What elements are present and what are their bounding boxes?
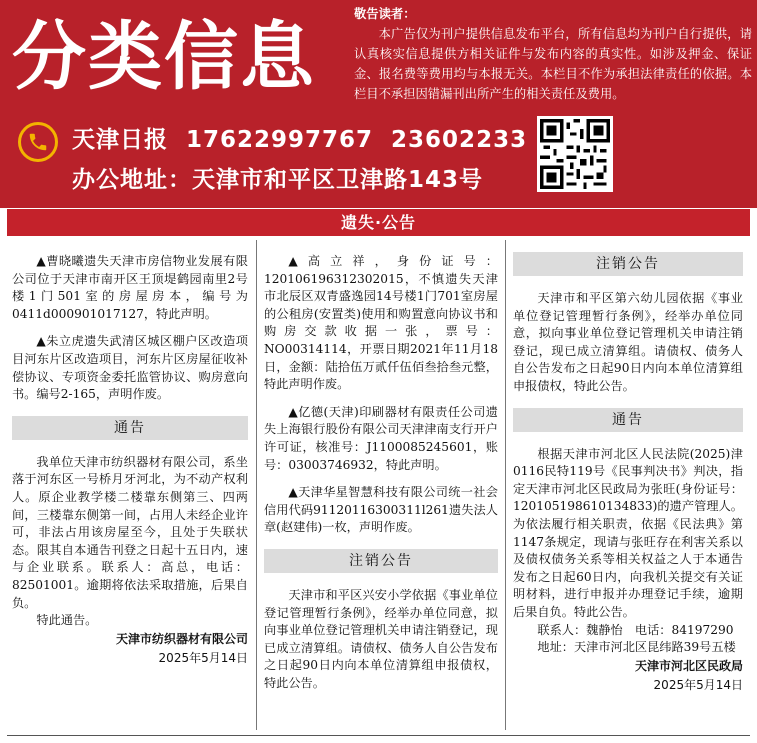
notice-header: 通告 bbox=[12, 416, 248, 440]
phone-number-2: 23602233 bbox=[391, 127, 528, 153]
phone-icon bbox=[18, 122, 58, 162]
column-1 bbox=[12, 240, 248, 668]
column-divider bbox=[256, 240, 257, 730]
phone-number-1: 17622997767 bbox=[186, 127, 374, 153]
signature: 天津市河北区民政局 bbox=[634, 658, 743, 673]
notice-heading: 敬告读者： bbox=[354, 7, 416, 21]
notice-text: 根据天津市河北区人民法院(2025)津0116民特119号《民事判决书》判决，指定天津市河北区民政局为张旺(身份证号：120105198610134833)的遗产管理人。为依法履行相关职责，依据《民法典》第1147条规定，现请与张旺存在利害关系以及债权债务关系等相关权益之人于本通告发布之日起60日内，向我机关提交有关证明材料，进行申报并办理登记手续，逾期后果自负。特此公告。 bbox=[513, 446, 743, 619]
bottom-rule bbox=[7, 735, 750, 736]
notice-body: 本广告仅为刊户提供信息发布平台，所有信息均为刊户自行提供，请认真核实信息提供方相关证件与发布内容的真实性。如涉及押金、保证金、报名费等费用均与本报无关。本栏目不作为承担法律责任的依据。本栏目不承担因错漏刊出所产生的相关责任及费用。 bbox=[354, 27, 752, 101]
qr-code-icon bbox=[537, 116, 613, 192]
contact-info: 联系人：魏静怡 电话：84197290 bbox=[537, 622, 734, 637]
notice-text: 我单位天津市纺织器材有限公司，系坐落于河东区一号桥月牙河北，为不动产权利人。原企业教学楼二楼靠东侧第三、四两间，三楼靠东侧第一间，占用人未经企业许可，非法占用该房屋至今，且处于失联状态。限其自本通告刊登之日起十五日内，速与企业联系。联系人：高总，电话：82501001。逾期将依法采取措施，后果自负。 bbox=[12, 454, 248, 610]
notice-date: 2025年5月14日 bbox=[158, 650, 248, 665]
banner-title: 分类信息 bbox=[12, 14, 316, 100]
column-divider bbox=[505, 240, 506, 730]
list-item: ▲曹晓曦遗失天津市房信物业发展有限公司位于天津市南开区王顶堤鹤园南里2号楼1门501室的房屋房本，编号为0411d000901017127，特此声明。 bbox=[12, 254, 248, 321]
column-2 bbox=[264, 240, 498, 692]
list-item: ▲高立祥，身份证号：120106196312302015，不慎遗失天津市北辰区双青盛逸园14号楼1门701室房屋的公租房(安置类)使用和购置意向协议书和购房交款收据一张，票号：NO00314114，开票日期2021年11月18日，金额：陆拾伍万贰仟伍佰叁拾叁元整，特此声明作废。 bbox=[264, 254, 498, 392]
section-title-bar: 遗失·公告 bbox=[7, 209, 750, 236]
notice-header: 注销公告 bbox=[264, 549, 498, 573]
notice-text: 天津市和平区第六幼儿园依据《事业单位登记管理暂行条例》，经举办单位同意，拟向事业单位登记管理机关申请注销登记，现已成立清算组。请债权、债务人自公告发布之日起90日内向本单位清算组申报债权，特此公告。 bbox=[513, 291, 743, 393]
contact-phones bbox=[72, 121, 545, 154]
notice-header: 通告 bbox=[513, 408, 743, 432]
column-3 bbox=[513, 240, 743, 695]
paper-name: 天津日报 bbox=[72, 127, 168, 153]
header-banner bbox=[0, 0, 757, 208]
list-item: ▲天津华星智慧科技有限公司统一社会信用代码91120116300311l261遗失法人章(赵建伟)一枚，声明作废。 bbox=[264, 485, 498, 535]
office-address: 办公地址：天津市和平区卫津路143号 bbox=[72, 167, 484, 193]
reader-notice bbox=[354, 4, 752, 104]
signature: 天津市纺织器材有限公司 bbox=[115, 631, 248, 646]
notice-closing: 特此通告。 bbox=[36, 613, 98, 628]
contact-address: 地址：天津市河北区昆纬路39号五楼 bbox=[537, 640, 736, 655]
notice-date: 2025年5月14日 bbox=[653, 677, 743, 692]
notice-header: 注销公告 bbox=[513, 252, 743, 276]
list-item: ▲朱立虎遗失武清区城区棚户区改造项目河东片区改造项目，河东片区房屋征收补偿协议、专项资金委托监管协议、购房意向书。编号2-165，声明作废。 bbox=[12, 334, 248, 402]
list-item: ▲亿德(天津)印刷器材有限责任公司遗失上海银行股份有限公司天津津南支行开户许可证，核准号：J1100085245601，账号：03003746932，特此声明。 bbox=[264, 404, 498, 472]
notice-text: 天津市和平区兴安小学依据《事业单位登记管理暂行条例》，经举办单位同意，拟向事业单位登记管理机关申请注销登记，现已成立清算组。请债权、债务人自公告发布之日起90日内向本单位清算组申报债权，特此公告。 bbox=[264, 587, 498, 690]
